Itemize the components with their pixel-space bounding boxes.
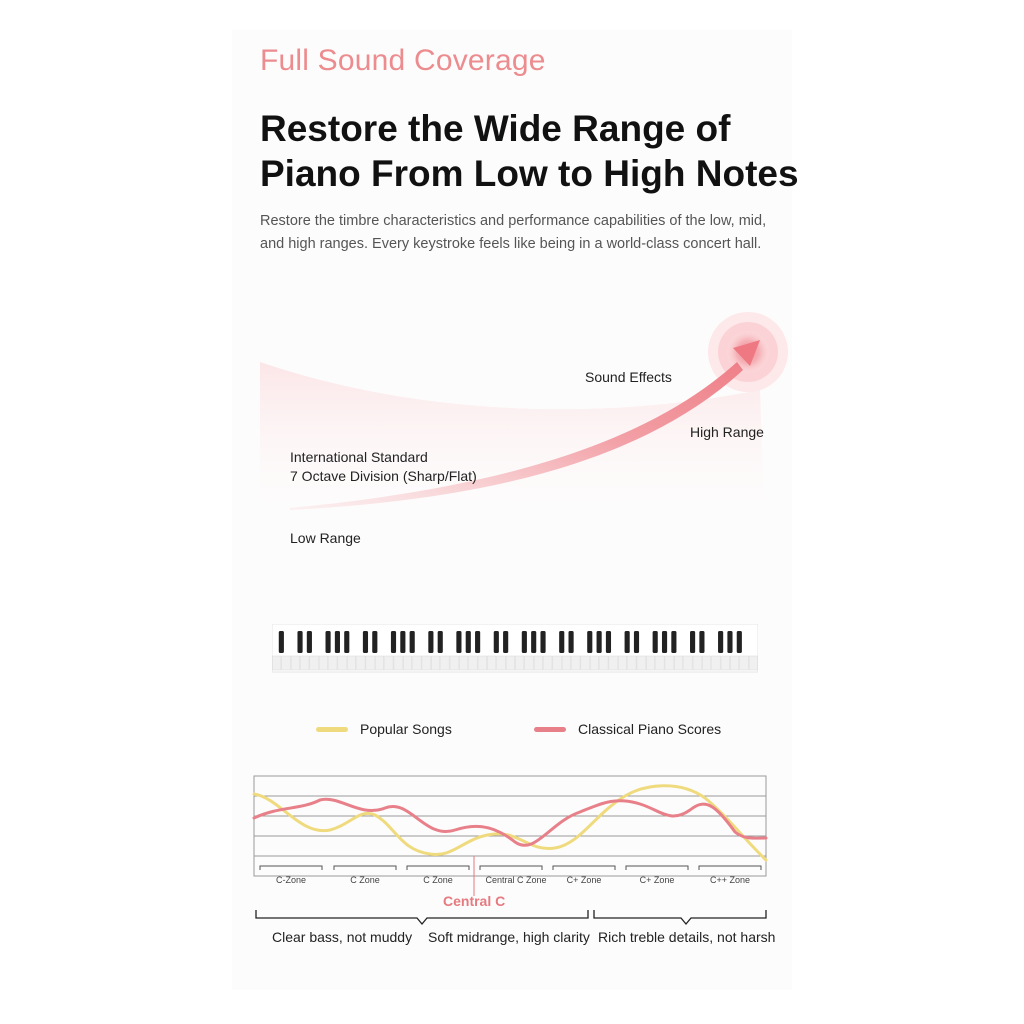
white-key <box>674 656 683 670</box>
black-key <box>587 631 592 653</box>
black-key <box>400 631 405 653</box>
legend-popular <box>316 719 452 739</box>
white-key <box>469 656 478 670</box>
white-key <box>609 656 618 670</box>
white-key <box>749 656 758 670</box>
black-key <box>531 631 536 653</box>
black-key <box>690 631 695 653</box>
black-key <box>653 631 658 653</box>
white-key <box>684 656 693 670</box>
black-key <box>279 631 284 653</box>
black-key <box>335 631 340 653</box>
white-key <box>581 656 590 670</box>
bass-caption: Clear bass, not muddy <box>272 929 413 945</box>
white-key <box>600 656 609 670</box>
white-key <box>450 656 459 670</box>
white-key <box>637 656 646 670</box>
white-key <box>712 656 721 670</box>
white-key <box>291 656 300 670</box>
white-key <box>375 656 384 670</box>
black-key <box>344 631 349 653</box>
standard-label-line1: International Standard <box>290 449 428 465</box>
zone-label: C++ Zone <box>709 875 751 885</box>
black-key <box>297 631 302 653</box>
popular-songs-wave <box>254 786 766 860</box>
black-key <box>456 631 461 653</box>
black-key <box>634 631 639 653</box>
white-key <box>357 656 366 670</box>
black-key <box>494 631 499 653</box>
high-range-label: High Range <box>690 424 764 440</box>
black-key <box>625 631 630 653</box>
white-key <box>338 656 347 670</box>
white-key <box>459 656 468 670</box>
classical-scores-wave <box>254 799 766 845</box>
legend-classical-swatch <box>534 727 566 732</box>
white-key <box>562 656 571 670</box>
standard-label-line2: 7 Octave Division (Sharp/Flat) <box>290 468 477 484</box>
white-key <box>730 656 739 670</box>
white-key <box>543 656 552 670</box>
black-key <box>727 631 732 653</box>
legend-popular-swatch <box>316 727 348 732</box>
range-brackets <box>256 910 766 924</box>
white-key <box>413 656 422 670</box>
white-key <box>328 656 337 670</box>
white-key <box>525 656 534 670</box>
black-key <box>438 631 443 653</box>
sound-effects-label: Sound Effects <box>585 369 672 385</box>
black-key <box>737 631 742 653</box>
white-key <box>366 656 375 670</box>
black-key <box>606 631 611 653</box>
white-key <box>702 656 711 670</box>
white-key <box>272 656 281 670</box>
description: Restore the timbre characteristics and performance capabilities of the low, mid, and high ranges. Every keystroke feels like being in a world-class concert hall. <box>260 213 767 252</box>
low-range-label: Low Range <box>290 530 361 546</box>
white-key <box>394 656 403 670</box>
white-key <box>646 656 655 670</box>
black-key <box>699 631 704 653</box>
black-key <box>662 631 667 653</box>
mid-caption: Soft midrange, high clarity <box>428 929 590 945</box>
white-key <box>571 656 580 670</box>
black-key <box>372 631 377 653</box>
central-c-label: Central C <box>443 893 506 909</box>
treble-caption: Rich treble details, not harsh <box>598 929 776 945</box>
white-key <box>515 656 524 670</box>
white-key <box>553 656 562 670</box>
black-key <box>503 631 508 653</box>
white-key <box>310 656 319 670</box>
white-key <box>441 656 450 670</box>
white-key <box>628 656 637 670</box>
white-key <box>478 656 487 670</box>
zone-label: C Zone <box>423 875 453 885</box>
white-key <box>590 656 599 670</box>
white-key <box>385 656 394 670</box>
white-key <box>347 656 356 670</box>
white-key <box>506 656 515 670</box>
black-key <box>597 631 602 653</box>
black-key <box>569 631 574 653</box>
black-key <box>559 631 564 653</box>
piano-keyboard-icon <box>272 624 758 674</box>
white-key <box>319 656 328 670</box>
zone-label: Central C Zone <box>485 875 547 885</box>
black-key <box>326 631 331 653</box>
white-key <box>403 656 412 670</box>
zone-label: C-Zone <box>275 875 306 885</box>
black-key <box>363 631 368 653</box>
section-eyebrow: Full Sound Coverage <box>260 44 546 77</box>
white-key <box>422 656 431 670</box>
black-key <box>391 631 396 653</box>
white-key <box>740 656 749 670</box>
white-key <box>431 656 440 670</box>
white-key <box>693 656 702 670</box>
page-title: Restore the Wide Range of Piano From Low to High Notes <box>260 108 799 194</box>
legend-classical-label: Classical Piano Scores <box>578 721 722 737</box>
legend-popular-label: Popular Songs <box>360 721 452 737</box>
black-key <box>428 631 433 653</box>
black-key <box>466 631 471 653</box>
black-key <box>475 631 480 653</box>
frequency-wave-graphic <box>250 770 774 950</box>
black-key <box>522 631 527 653</box>
white-key <box>497 656 506 670</box>
zone-brackets <box>260 866 761 870</box>
zone-label: C+ Zone <box>566 875 602 885</box>
white-key <box>721 656 730 670</box>
white-key <box>618 656 627 670</box>
black-key <box>410 631 415 653</box>
black-key <box>671 631 676 653</box>
legend-classical <box>534 719 721 739</box>
white-key <box>665 656 674 670</box>
white-key <box>282 656 291 670</box>
black-key <box>540 631 545 653</box>
zone-label: C Zone <box>350 875 380 885</box>
white-key <box>487 656 496 670</box>
black-key <box>307 631 312 653</box>
white-key <box>534 656 543 670</box>
zone-label: C+ Zone <box>639 875 675 885</box>
white-key <box>300 656 309 670</box>
white-key <box>656 656 665 670</box>
black-key <box>718 631 723 653</box>
